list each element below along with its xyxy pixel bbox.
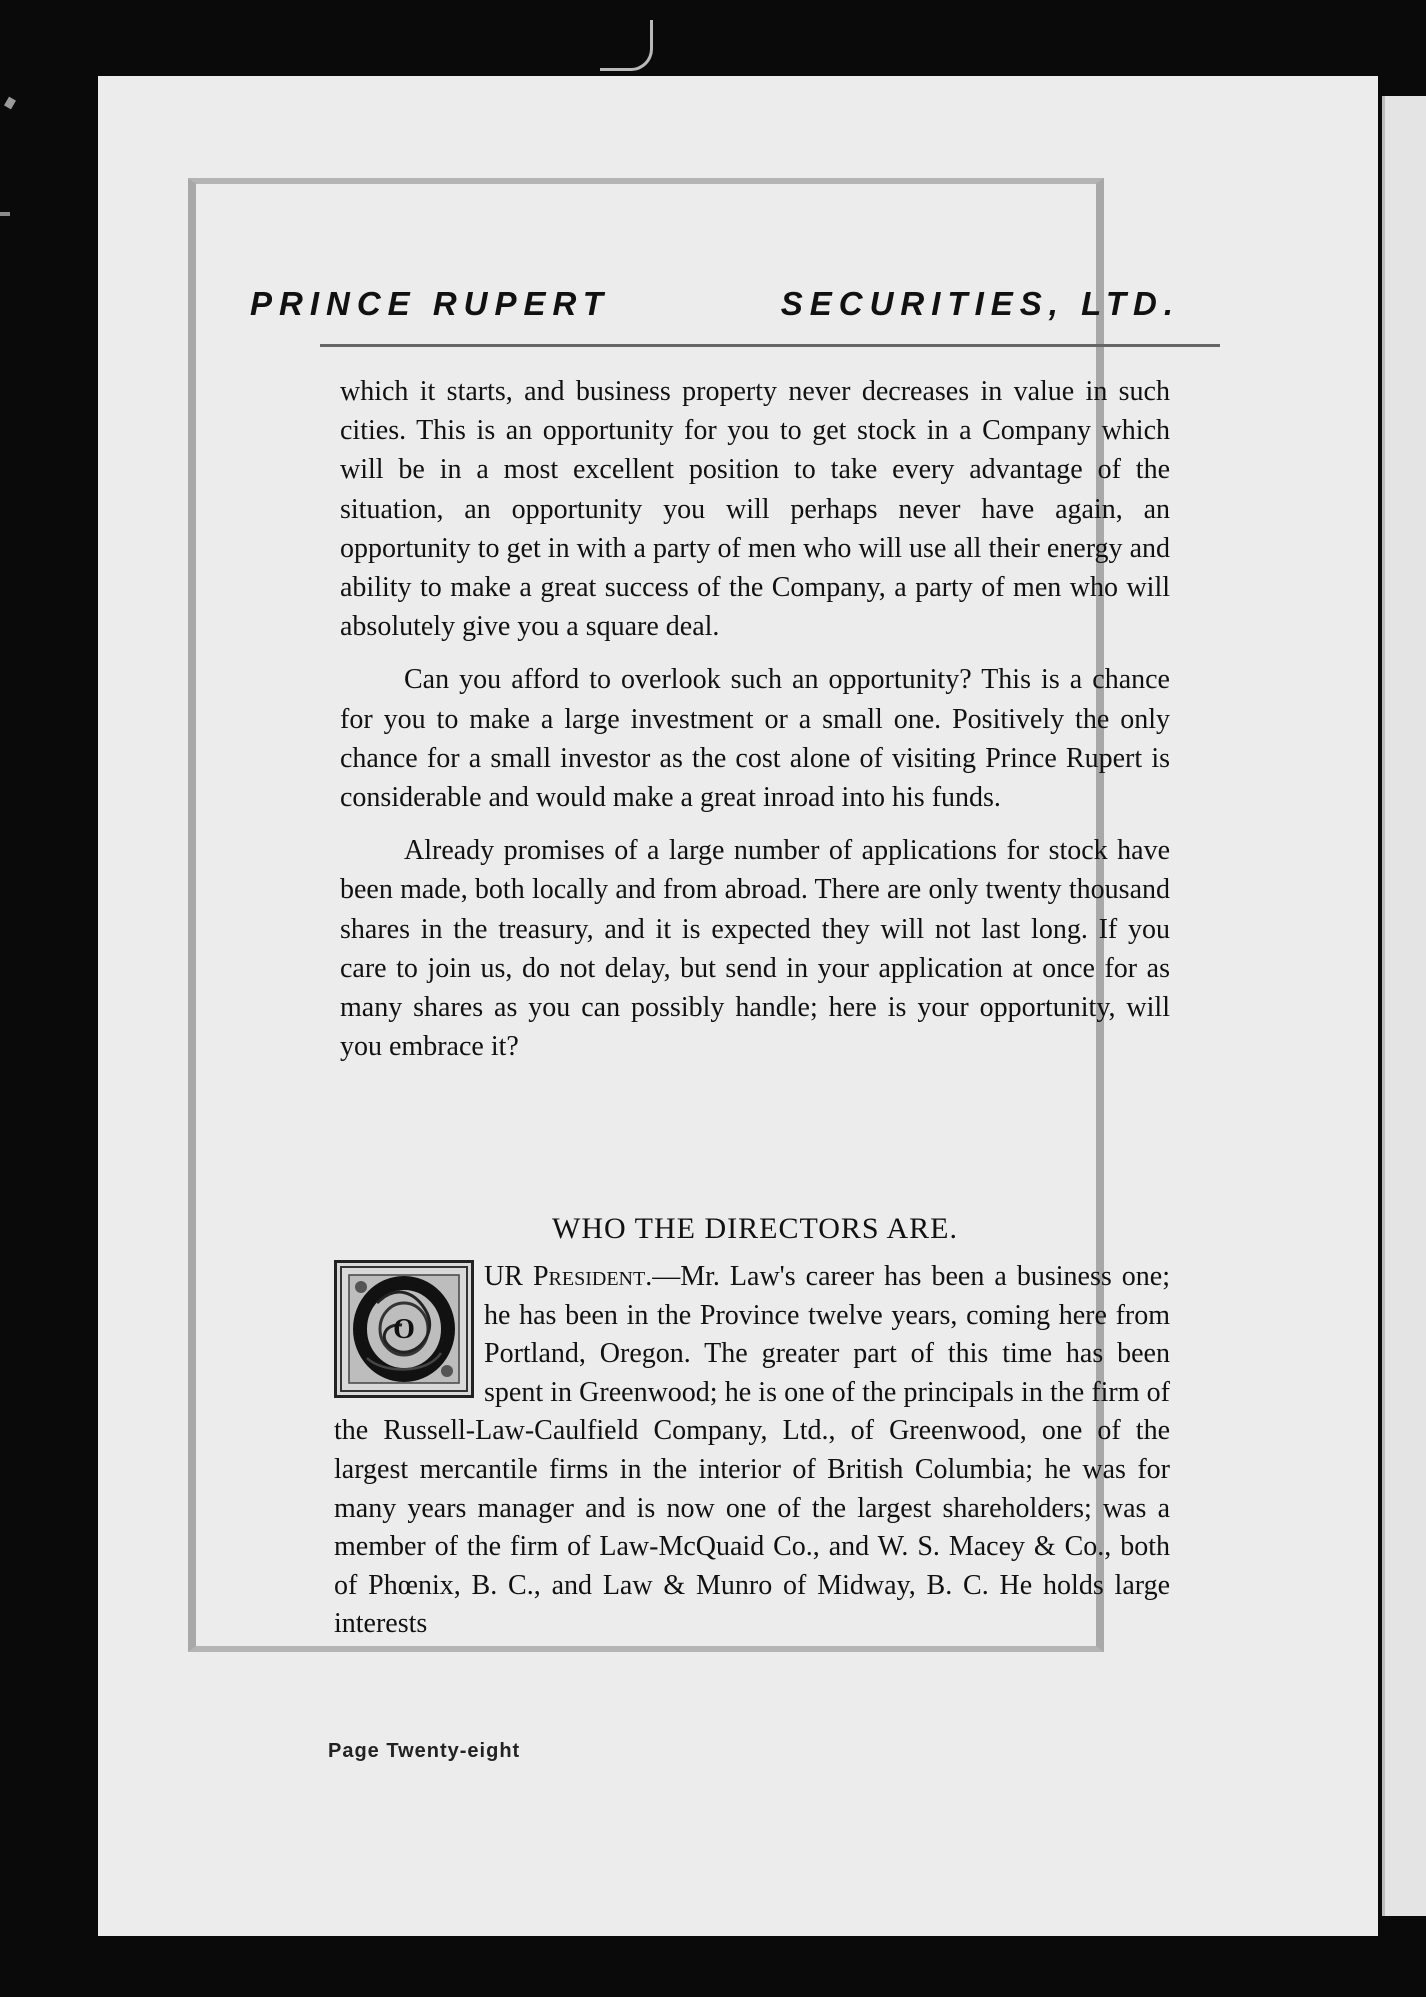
section-heading: WHO THE DIRECTORS ARE. — [552, 1212, 958, 1245]
directors-text: .—Mr. Law's career has been a business one; he has been in the Province twelve years, coming here from Portland, Oregon. The greater part of this time has been spent in Greenwood; he is one of the principals in the firm of the Russell-Law-Caulfield Company, Ltd., of Greenwood, one of the largest mercantile firms in the interior of British Columbia; he was for many years manager and is now one of the largest shareholders; was a member of the firm of Law-McQuaid Co., and W. S. Macey & Co., both of Phœnix, B. C., and Law & Munro of Midway, B. C. He holds large interests — [334, 1261, 1170, 1640]
running-header — [250, 278, 1180, 330]
scan-artifact — [0, 212, 10, 216]
header-right: SECURITIES, LTD. — [780, 285, 1180, 322]
paragraph: which it starts, and business property never decreases in value in such cities. This is an opportunity for you to get stock in a Company which will be in a most excellent position to take every advantage of the situation, an opportunity you will perhaps never have again, an opportunity to get in with a party of men who will use all their energy and ability to make a great success of the Company, a party of men who will absolutely give you a square deal. — [340, 376, 1170, 643]
lead-rest: UR — [484, 1261, 523, 1292]
drop-cap-spacer — [334, 1258, 484, 1408]
header-rule — [320, 344, 1220, 347]
scan-artifact — [600, 20, 653, 71]
directors-paragraph — [334, 1258, 1170, 1644]
header-left: PRINCE RUPERT — [250, 285, 610, 322]
paragraph: Already promises of a large number of applications for stock have been made, both locally and from abroad. There are only twenty thousand shares in the treasury, and it is expected they will not last long. If you care to join us, do not delay, but send in your application at once for as many shares as you can possibly handle; here is your opportunity, will you embrace it? — [340, 835, 1170, 1063]
lead-caps: President — [532, 1261, 646, 1292]
adjacent-page-edge — [1382, 96, 1426, 1916]
page-number: Page Twenty-eight — [328, 1740, 521, 1762]
body-text — [340, 372, 1170, 1080]
paragraph: Can you afford to overlook such an opportunity? This is a chance for you to make a large investment or a small one. Positively the only chance for a small investor as the cost alone of visiting Prince Rupert is considerable and would make a great inroad into his funds. — [340, 664, 1170, 814]
scan-artifact — [4, 97, 16, 110]
svg-text:O: O — [393, 1314, 415, 1345]
